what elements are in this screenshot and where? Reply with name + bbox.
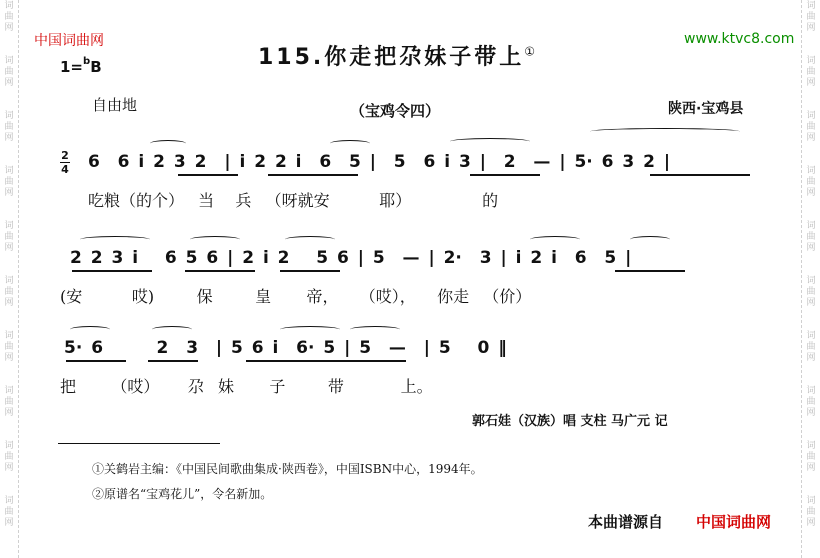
right-watermark-strip xyxy=(801,0,820,558)
watermark-char: 网 xyxy=(4,243,14,253)
underline-beam xyxy=(280,270,340,272)
watermark-char: 曲 xyxy=(4,452,14,462)
watermark-char: 词 xyxy=(4,496,14,506)
slur xyxy=(190,236,240,243)
song-title-text: 115.你走把尕妹子带上 xyxy=(258,45,525,70)
slur xyxy=(150,140,186,147)
site-name-top[interactable]: 中国词曲网 xyxy=(34,33,104,49)
watermark-char: 词 xyxy=(806,56,816,66)
time-sig-bottom: 4 xyxy=(61,163,69,176)
watermark-char: 曲 xyxy=(806,287,816,297)
watermark-char: 词 xyxy=(4,56,14,66)
watermark-char: 曲 xyxy=(806,452,816,462)
watermark-char: 词 xyxy=(806,496,816,506)
watermark-char: 网 xyxy=(806,188,816,198)
song-subtitle: （宝鸡令四） xyxy=(350,102,441,120)
watermark-char: 网 xyxy=(4,23,14,33)
watermark-char: 词 xyxy=(4,276,14,286)
lyrics-3: 把 （哎） 尕 妹 子 带 上。 xyxy=(60,377,433,396)
score-notes-2: 2 2 3 i 6 5 6 | 2 i 2 5 6 | 5 — | 2· 3 | i 2 i 6 5 | xyxy=(70,248,632,268)
score-line-1 xyxy=(60,149,770,212)
watermark-char: 曲 xyxy=(4,232,14,242)
site-url-top[interactable]: www.ktvc8.com xyxy=(684,31,795,47)
footnote-1: ①关鹤岩主编：《中国民间歌曲集成·陕西卷》，中国ISBN中心，1994年。 xyxy=(92,462,483,476)
source-label: 本曲谱源自 xyxy=(588,513,664,531)
slur xyxy=(330,140,370,147)
watermark-char: 词 xyxy=(806,166,816,176)
slur xyxy=(152,326,192,333)
left-watermark-strip xyxy=(0,0,19,558)
watermark-char: 词 xyxy=(806,276,816,286)
watermark-char: 网 xyxy=(4,518,14,528)
underline-beam xyxy=(268,174,358,176)
watermark-char: 曲 xyxy=(4,122,14,132)
slur xyxy=(630,236,670,243)
lyrics-2: (安 哎) 保 皇 帝， （哎）， 你走 （价） xyxy=(60,287,532,306)
watermark-char: 曲 xyxy=(806,397,816,407)
watermark-char: 曲 xyxy=(4,67,14,77)
watermark-char: 曲 xyxy=(806,12,816,22)
underline-beam xyxy=(470,174,540,176)
watermark-char: 词 xyxy=(806,111,816,121)
watermark-char: 曲 xyxy=(806,67,816,77)
underline-beam xyxy=(615,270,685,272)
underline-beam xyxy=(148,360,198,362)
watermark-char: 词 xyxy=(806,221,816,231)
score-line-2 xyxy=(60,248,770,308)
key-prefix: 1= xyxy=(60,58,84,76)
key-signature xyxy=(60,58,102,76)
lyrics-1: 吃粮（的个） 当 兵 （呀就安 耶） 的 xyxy=(88,191,499,210)
footnote-rule xyxy=(58,443,220,444)
underline-beam xyxy=(178,174,238,176)
title-footnote-mark: ① xyxy=(524,44,539,59)
watermark-char: 曲 xyxy=(806,122,816,132)
watermark-char: 网 xyxy=(806,518,816,528)
song-region: 陕西·宝鸡县 xyxy=(668,101,744,117)
slur xyxy=(285,236,335,243)
slur xyxy=(590,128,740,135)
slur xyxy=(450,138,530,145)
watermark-char: 网 xyxy=(806,78,816,88)
watermark-char: 网 xyxy=(4,188,14,198)
watermark-char: 词 xyxy=(806,331,816,341)
watermark-char: 曲 xyxy=(4,12,14,22)
watermark-char: 词 xyxy=(4,111,14,121)
score-line-3 xyxy=(60,338,770,398)
slur xyxy=(80,236,150,243)
source-site-link[interactable]: 中国词曲网 xyxy=(696,513,772,531)
watermark-char: 词 xyxy=(806,441,816,451)
watermark-char: 网 xyxy=(4,298,14,308)
watermark-char: 曲 xyxy=(4,507,14,517)
watermark-char: 网 xyxy=(4,78,14,88)
watermark-char: 网 xyxy=(806,133,816,143)
watermark-char: 网 xyxy=(806,408,816,418)
key-flat: b xyxy=(83,56,91,67)
watermark-char: 词 xyxy=(806,1,816,11)
watermark-char: 词 xyxy=(4,166,14,176)
key-letter: B xyxy=(90,58,102,76)
watermark-char: 网 xyxy=(4,408,14,418)
song-title xyxy=(258,40,538,71)
slur xyxy=(350,326,400,333)
watermark-char: 词 xyxy=(4,331,14,341)
watermark-char: 网 xyxy=(4,133,14,143)
watermark-char: 网 xyxy=(806,463,816,473)
time-sig-top: 2 xyxy=(61,149,69,162)
underline-beam xyxy=(185,270,255,272)
watermark-char: 词 xyxy=(4,386,14,396)
watermark-char: 网 xyxy=(806,23,816,33)
watermark-char: 曲 xyxy=(4,397,14,407)
footnote-2: ②原谱名“宝鸡花儿”，令名新加。 xyxy=(92,487,273,501)
underline-beam xyxy=(650,174,750,176)
score-notes-3: 5· 6 2 3 | 5 6 i 6· 5 | 5 — | 5 0 ‖ xyxy=(64,338,507,358)
watermark-char: 网 xyxy=(806,353,816,363)
watermark-char: 曲 xyxy=(806,177,816,187)
underline-beam xyxy=(72,270,152,272)
watermark-char: 曲 xyxy=(4,177,14,187)
watermark-char: 词 xyxy=(4,221,14,231)
watermark-char: 曲 xyxy=(806,342,816,352)
watermark-char: 网 xyxy=(4,463,14,473)
slur xyxy=(530,236,580,243)
watermark-char: 词 xyxy=(4,1,14,11)
watermark-char: 曲 xyxy=(4,342,14,352)
watermark-char: 曲 xyxy=(4,287,14,297)
slur xyxy=(280,326,340,333)
watermark-char: 词 xyxy=(4,441,14,451)
watermark-char: 词 xyxy=(806,386,816,396)
performer-credit: 郭石娃（汉族）唱 支柱 马广元 记 xyxy=(472,414,668,429)
watermark-char: 曲 xyxy=(806,232,816,242)
slur xyxy=(70,326,110,333)
watermark-char: 网 xyxy=(4,353,14,363)
watermark-char: 网 xyxy=(806,298,816,308)
watermark-char: 曲 xyxy=(806,507,816,517)
score-notes-1: 6 6 i 2 3 2 | i 2 2 i 6 5 | 5 6 i 3 | 2 — | 5· 6 3 2 | xyxy=(88,152,671,172)
watermark-char: 网 xyxy=(806,243,816,253)
tempo-marking: 自由地 xyxy=(92,96,138,114)
underline-beam xyxy=(66,360,126,362)
underline-beam xyxy=(246,360,406,362)
